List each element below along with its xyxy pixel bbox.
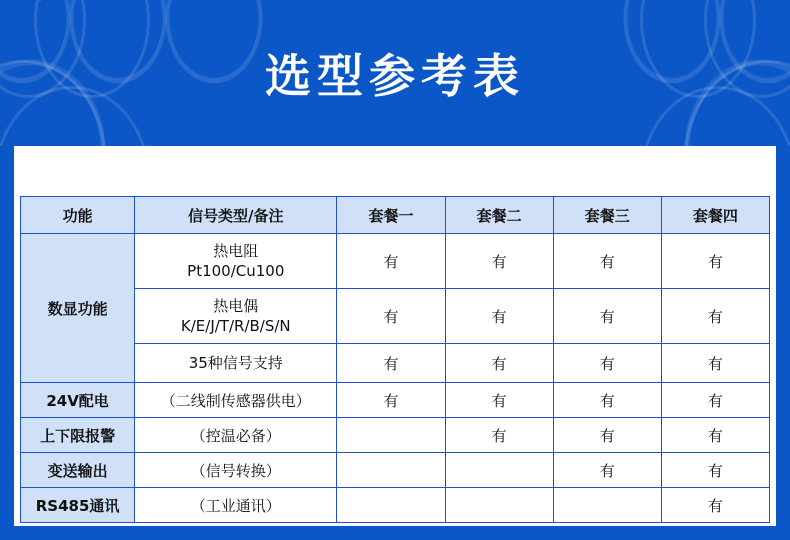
cell-rs485-pkg1 — [337, 488, 445, 523]
cell-24v-pkg1: 有 — [337, 383, 445, 418]
cell-rtd-pkg4: 有 — [661, 234, 769, 289]
signal-cell-rtd — [135, 234, 337, 289]
cell-rs485-pkg3 — [553, 488, 661, 523]
cell-24v-pkg4: 有 — [661, 383, 769, 418]
cell-tc-pkg2: 有 — [445, 289, 553, 344]
cell-transmit-pkg1 — [337, 453, 445, 488]
signal-cell-35-signals: 35种信号支持 — [135, 344, 337, 383]
cell-35sig-pkg3: 有 — [553, 344, 661, 383]
cell-rtd-pkg3: 有 — [553, 234, 661, 289]
signal-cell-transmitter-output: （信号转换） — [135, 453, 337, 488]
cell-transmit-pkg4: 有 — [661, 453, 769, 488]
table-row — [21, 488, 770, 523]
cell-alarm-pkg1 — [337, 418, 445, 453]
column-header-package-1: 套餐一 — [337, 197, 445, 234]
column-header-function: 功能 — [21, 197, 135, 234]
cell-35sig-pkg1: 有 — [337, 344, 445, 383]
cell-35sig-pkg2: 有 — [445, 344, 553, 383]
page-title: 选型参考表 — [265, 49, 525, 103]
column-header-package-3: 套餐三 — [553, 197, 661, 234]
column-header-package-4: 套餐四 — [661, 197, 769, 234]
table-row — [21, 383, 770, 418]
spec-table-container — [20, 196, 770, 523]
cell-rtd-pkg2: 有 — [445, 234, 553, 289]
left-rail — [0, 146, 14, 540]
table-row — [21, 453, 770, 488]
signal-line-1: 热电偶 — [213, 296, 259, 315]
row-group-label-digital-display: 数显功能 — [21, 234, 135, 383]
column-header-package-2: 套餐二 — [445, 197, 553, 234]
row-label-24v-power: 24V配电 — [21, 383, 135, 418]
header-banner — [0, 0, 790, 146]
signal-line-1: 热电阻 — [213, 241, 259, 260]
cell-24v-pkg2: 有 — [445, 383, 553, 418]
row-label-rs485: RS485通讯 — [21, 488, 135, 523]
cell-alarm-pkg2: 有 — [445, 418, 553, 453]
cell-tc-pkg4: 有 — [661, 289, 769, 344]
cell-rtd-pkg1: 有 — [337, 234, 445, 289]
cell-tc-pkg3: 有 — [553, 289, 661, 344]
bottom-rail — [0, 526, 790, 540]
cell-transmit-pkg2 — [445, 453, 553, 488]
signal-cell-alarm: （控温必备） — [135, 418, 337, 453]
row-label-transmitter-output: 变送输出 — [21, 453, 135, 488]
cell-tc-pkg1: 有 — [337, 289, 445, 344]
cell-rs485-pkg2 — [445, 488, 553, 523]
cell-24v-pkg3: 有 — [553, 383, 661, 418]
signal-cell-thermocouple — [135, 289, 337, 344]
cell-rs485-pkg4: 有 — [661, 488, 769, 523]
row-label-alarm: 上下限报警 — [21, 418, 135, 453]
right-rail — [776, 146, 790, 540]
signal-line-2: K/E/J/T/R/B/S/N — [180, 317, 291, 335]
signal-line-2: Pt100/Cu100 — [187, 262, 285, 280]
cell-alarm-pkg4: 有 — [661, 418, 769, 453]
cell-transmit-pkg3: 有 — [553, 453, 661, 488]
table-row — [21, 418, 770, 453]
cell-alarm-pkg3: 有 — [553, 418, 661, 453]
signal-cell-rs485: （工业通讯） — [135, 488, 337, 523]
table-row — [21, 234, 770, 289]
spec-table — [20, 196, 770, 523]
signal-cell-24v-power: （二线制传感器供电） — [135, 383, 337, 418]
cell-35sig-pkg4: 有 — [661, 344, 769, 383]
table-header-row — [21, 197, 770, 234]
column-header-signal: 信号类型/备注 — [135, 197, 337, 234]
